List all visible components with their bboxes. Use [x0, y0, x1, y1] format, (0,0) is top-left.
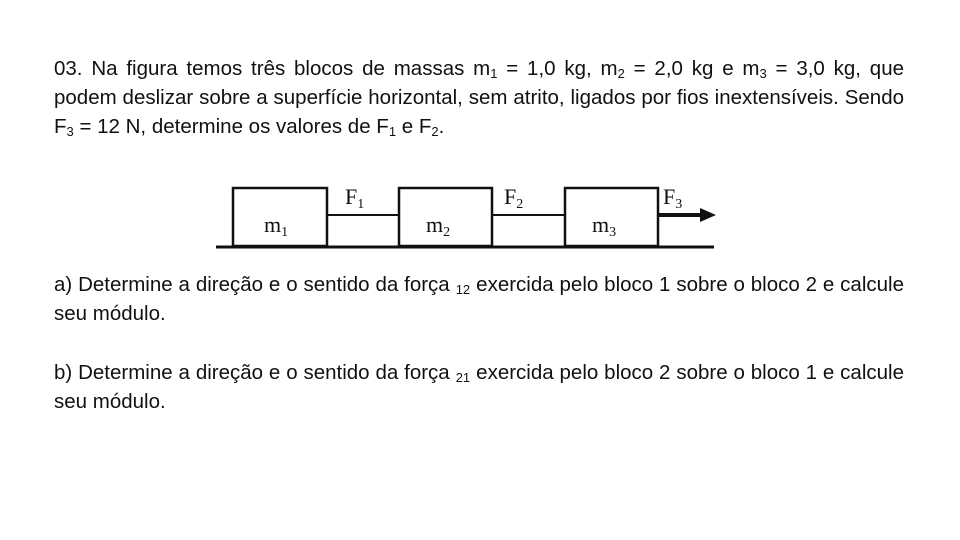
part-b: b) Determine a direção e o sentido da força $_{21}$ exercida pelo bloco 2 sobre o bloco 1 e calcule seu módulo. — [54, 361, 904, 413]
label-f2: F2 — [504, 184, 524, 212]
label-f1: F1 — [345, 184, 365, 212]
arrow-head-icon — [700, 208, 716, 222]
part-a: a) Determine a direção e o sentido da força $_{12}$ exercida pelo bloco 1 sobre o bloco 2 e calcule seu módulo. — [54, 273, 904, 325]
question-number: 03. — [54, 57, 83, 80]
label-m3: m3 — [592, 212, 617, 240]
question-statement: 03. Na figura temos três blocos de massas $m_1 = 1,0$ kg, $m_2 = 2,0$ kg e $m_3 = 3,0$ kg, que podem deslizar sobre a superfície horizontal, sem atrito, ligados por fios inextensíveis. Sendo $F_3 = 12$ N, determine os valores de $F_1$ e $F_2$. — [54, 57, 904, 139]
label-m2: m2 — [426, 212, 451, 240]
label-f3: F3 — [663, 184, 683, 212]
blocks-diagram — [210, 168, 720, 256]
label-m1: m1 — [264, 212, 289, 240]
